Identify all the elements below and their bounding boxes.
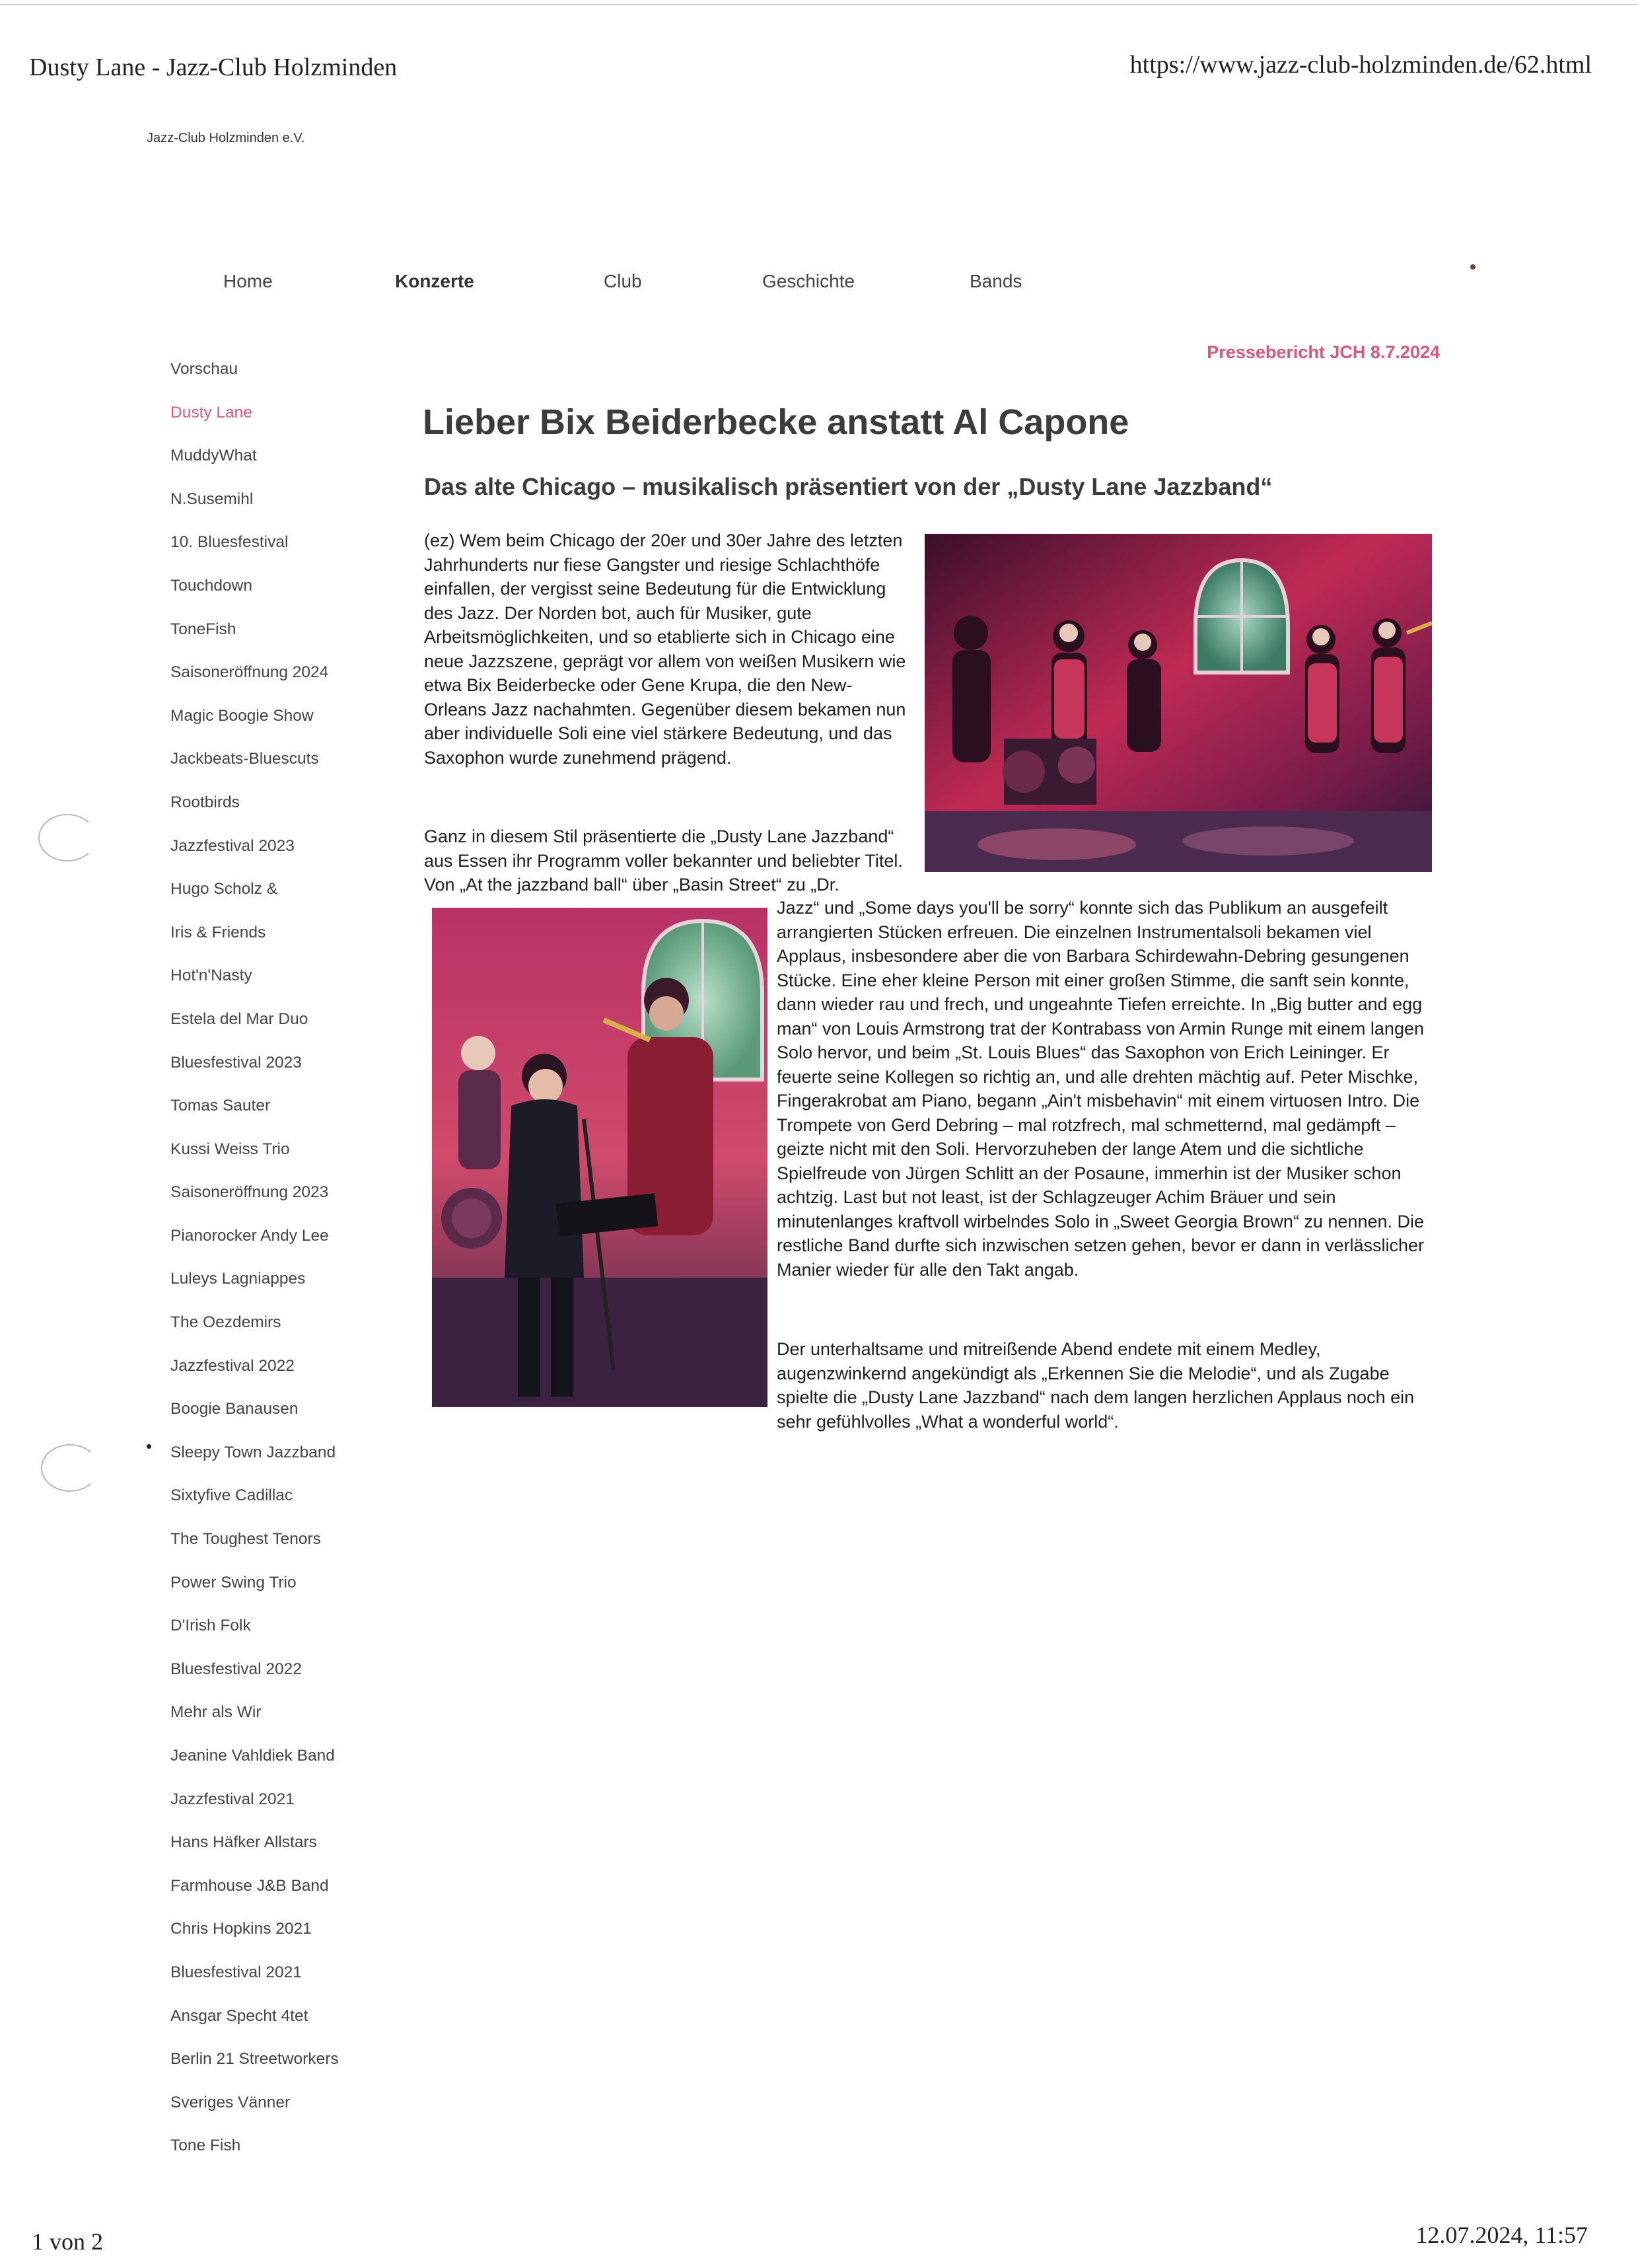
nav-club[interactable]: Club xyxy=(604,271,642,291)
sidebar-item-the-oezdemirs[interactable]: The Oezdemirs xyxy=(170,1313,281,1332)
sidebar-item-sleepy-town-jazzband[interactable]: Sleepy Town Jazzband xyxy=(170,1443,336,1461)
sidebar-item-saisoneröffnung-2024[interactable]: Saisoneröffnung 2024 xyxy=(170,663,329,682)
sidebar-item-bluesfestival-2021[interactable]: Bluesfestival 2021 xyxy=(170,1963,302,1981)
print-page-number: 1 von 2 xyxy=(32,2228,103,2255)
sidebar-item-iris-friends[interactable]: Iris & Friends xyxy=(170,923,266,941)
punch-hole-mark xyxy=(38,814,96,861)
article-paragraph-3: Der unterhaltsame und mitreißende Abend endete mit einem Medley, augenzwinkernd angekündigt als „Erkennen Sie die Melodie“, und als Zugabe spielte die „Dusty Lane Jazzband“ nach dem langen herzlichen Applaus noch ein sehr gefühlvolles „What a wonderful world“. xyxy=(777,1339,1415,1432)
sidebar-item-bluesfestival-2023[interactable]: Bluesfestival 2023 xyxy=(170,1053,302,1072)
punch-hole-mark xyxy=(41,1444,99,1492)
article-paragraph-2-start: Ganz in diesem Stil präsentierte die „Dusty Lane Jazzband“ aus Essen ihr Programm voller bekannter und beliebter Titel. Von „At the jazzband ball“ über „Basin Street“ zu „Dr. xyxy=(424,826,903,895)
sidebar-item-saisoneröffnung-2023[interactable]: Saisoneröffnung 2023 xyxy=(170,1183,329,1202)
sidebar-item-mehr-als-wir[interactable]: Mehr als Wir xyxy=(170,1703,262,1722)
sidebar-item-tomas-sauter[interactable]: Tomas Sauter xyxy=(170,1097,271,1115)
sidebar-item-jazzfestival-2021[interactable]: Jazzfestival 2021 xyxy=(170,1790,295,1808)
sidebar-item-sixtyfive-cadillac[interactable]: Sixtyfive Cadillac xyxy=(170,1486,293,1505)
sidebar-item-the-toughest-tenors[interactable]: The Toughest Tenors xyxy=(170,1530,321,1549)
sidebar-item-farmhouse-j-b-band[interactable]: Farmhouse J&B Band xyxy=(170,1876,329,1895)
sidebar-item-hugo-scholz[interactable]: Hugo Scholz & xyxy=(170,880,278,898)
sidebar-item-power-swing-trio[interactable]: Power Swing Trio xyxy=(170,1573,297,1591)
sidebar-item-chris-hopkins-2021[interactable]: Chris Hopkins 2021 xyxy=(170,1920,312,1938)
sidebar-item-luleys-lagniappes[interactable]: Luleys Lagniappes xyxy=(170,1270,306,1288)
sidebar-item-jazzfestival-2022[interactable]: Jazzfestival 2022 xyxy=(170,1356,295,1375)
scan-top-rule xyxy=(0,4,1638,5)
article-headline: Lieber Bix Beiderbecke anstatt Al Capone xyxy=(423,402,1129,442)
scan-speck xyxy=(1470,264,1476,270)
sidebar-item-berlin-21-streetworkers[interactable]: Berlin 21 Streetworkers xyxy=(170,2050,339,2068)
article-subheadline: Das alte Chicago – musikalisch präsentiert von der „Dusty Lane Jazzband“ xyxy=(424,473,1273,500)
sidebar-item-jazzfestival-2023[interactable]: Jazzfestival 2023 xyxy=(170,836,295,855)
print-header-url[interactable]: https://www.jazz-club-holzminden.de/62.html xyxy=(1129,51,1592,79)
sidebar-item-ansgar-specht-4tet[interactable]: Ansgar Specht 4tet xyxy=(170,2006,308,2025)
sidebar-item-touchdown[interactable]: Touchdown xyxy=(170,576,252,595)
print-header-title: Dusty Lane - Jazz-Club Holzminden xyxy=(29,54,398,81)
press-note: Pressebericht JCH 8.7.2024 xyxy=(1207,342,1440,362)
sidebar-concert-list xyxy=(170,351,388,2172)
club-name-logo-text[interactable]: Jazz-Club Holzminden e.V. xyxy=(147,131,305,145)
scan-speck xyxy=(147,1444,151,1449)
sidebar-item-rootbirds[interactable]: Rootbirds xyxy=(170,793,240,811)
nav-geschichte[interactable]: Geschichte xyxy=(762,271,855,291)
sidebar-item-bluesfestival-2022[interactable]: Bluesfestival 2022 xyxy=(170,1660,302,1678)
sidebar-item-boogie-banausen[interactable]: Boogie Banausen xyxy=(170,1400,299,1418)
sidebar-item-jeanine-vahldiek-band[interactable]: Jeanine Vahldiek Band xyxy=(170,1747,335,1765)
article-paragraph-2-continued: Jazz“ und „Some days you'll be sorry“ konnte sich das Publikum an ausgefeilt arrangierten Stücken erfreuen. Die einzelnen Instrumentalsoli bekamen viel Applaus, insbesondere aber die von Barbara Schirdewahn-Debring gesungenen Stücke. Eine eher kleine Person mit einer großen Stimme, die sanft sein konnte, dann wieder rau und frech, und ungeahnte Tiefen erreichte. In „Big butter and egg man“ von Louis Armstrong trat der Kontrabass von Armin Runge mit einem langen Solo hervor, und beim „St. Louis Blues“ das Saxophon von Erich Leininger. Er feuerte seine Kollegen so richtig an, und alle drehten mächtig auf. Peter Mischke, Fingerakrobat am Piano, begann „Ain't misbehavin“ mit einem virtuosen Intro. Die Trompete von Gerd Debring – mal rotzfrech, mal schmetternd, mal gedämpft – geizte nicht mit den Soli. Hervorzuheben der lange Atem und die sichtliche Spielfreude von Jürgen Schlitt an der Posaune, immerhin ist der Musiker schon achtzig. Last but not least, ist der Schlagzeuger Achim Bräuer und sein minutenlanges kraftvoll wirbelndes Solo in „Sweet Georgia Brown“ zu nennen. Die restliche Band durfte sich inzwischen setzen gehen, bevor er dann in verlässlicher Manier wieder für alle den Takt angab. xyxy=(777,898,1425,1280)
sidebar-item-dusty-lane[interactable]: Dusty Lane xyxy=(170,403,252,421)
sidebar-item-d-irish-folk[interactable]: D'Irish Folk xyxy=(170,1617,251,1635)
sidebar-item-tonefish[interactable]: ToneFish xyxy=(170,620,236,638)
sidebar-item-tone-fish[interactable]: Tone Fish xyxy=(170,2137,241,2155)
sidebar-item-hans-häfker-allstars[interactable]: Hans Häfker Allstars xyxy=(170,1833,317,1852)
sidebar-item-vorschau[interactable]: Vorschau xyxy=(170,360,238,378)
article-paragraph-1: (ez) Wem beim Chicago der 20er und 30er Jahre des letzten Jahrhunderts nur fiese Gangster und riesige Schlachthöfe einfallen, der vergisst seine Bedeutung für die Entwicklung des Jazz. Der Norden bot, auch für Musiker, gute Arbeitsmöglichkeiten, und so etablierte sich in Chicago eine neue Jazzszene, geprägt vor allem von weißen Musikern wie etwa Bix Beiderbecke oder Gene Krupa, die den New-Orleans Jazz nachahmten. Gegenüber diesem bekamen nun aber individuelle Soli eine viel stärkere Bedeutung, und das Saxophon wurde zunehmend prägend. xyxy=(424,530,906,768)
singer-photo xyxy=(432,908,767,1407)
sidebar-item-estela-del-mar-duo[interactable]: Estela del Mar Duo xyxy=(170,1009,308,1028)
sidebar-item-muddywhat[interactable]: MuddyWhat xyxy=(170,447,257,465)
sidebar-item-jackbeats-bluescuts[interactable]: Jackbeats-Bluescuts xyxy=(170,750,319,768)
sidebar-item-sveriges-vänner[interactable]: Sveriges Vänner xyxy=(170,2093,291,2111)
sidebar-item-magic-boogie-show[interactable]: Magic Boogie Show xyxy=(170,706,314,725)
print-timestamp: 12.07.2024, 11:57 xyxy=(1415,2222,1588,2248)
nav-bands[interactable]: Bands xyxy=(970,271,1022,291)
sidebar-item-pianorocker-andy-lee[interactable]: Pianorocker Andy Lee xyxy=(170,1226,329,1245)
sidebar-item-10-bluesfestival[interactable]: 10. Bluesfestival xyxy=(170,533,289,552)
main-nav xyxy=(0,271,1638,311)
nav-konzerte[interactable]: Konzerte xyxy=(395,271,474,291)
sidebar-item-n-susemihl[interactable]: N.Susemihl xyxy=(170,490,254,508)
sidebar-item-kussi-weiss-trio[interactable]: Kussi Weiss Trio xyxy=(170,1140,290,1158)
band-photo xyxy=(925,534,1432,872)
sidebar-item-hot-n-nasty[interactable]: Hot'n'Nasty xyxy=(170,967,252,985)
nav-home[interactable]: Home xyxy=(223,271,273,291)
